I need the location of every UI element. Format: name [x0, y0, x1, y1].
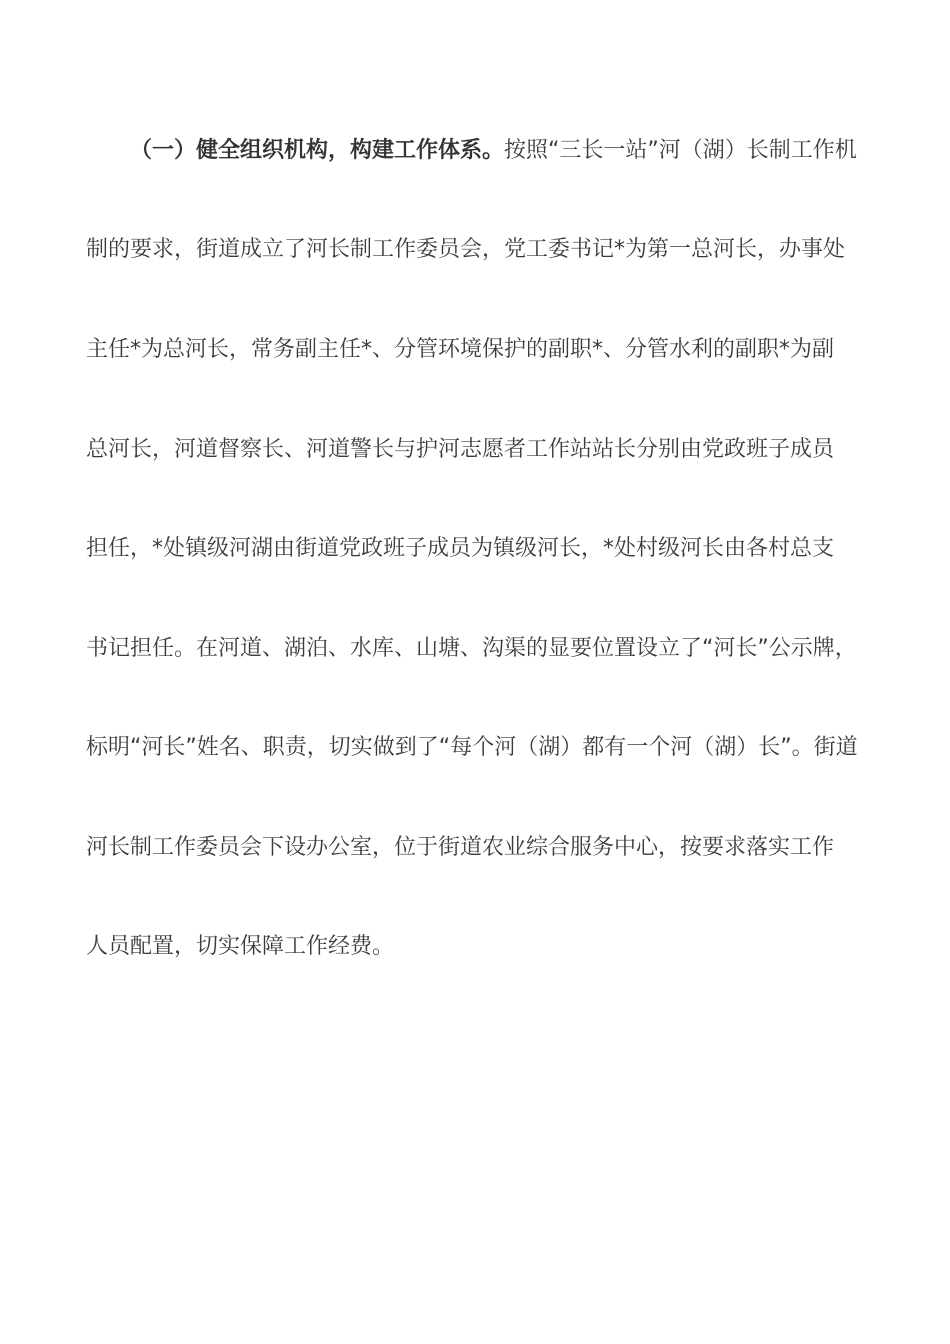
- paragraph-line-6: 书记担任。在河道、湖泊、水库、山塘、沟渠的显要位置设立了“河长”公示牌，: [86, 636, 857, 661]
- line-text-1: 按照“三长一站”河（湖）长制工作机: [504, 138, 857, 163]
- section-heading: （一）健全组织机构，构建工作体系。: [130, 138, 505, 163]
- paragraph-line-1: [130, 131, 876, 171]
- paragraph-line-3: 主任*为总河长，常务副主任*、分管环境保护的副职*、分管水利的副职*为副: [86, 337, 835, 362]
- paragraph-line-2: 制的要求，街道成立了河长制工作委员会，党工委书记*为第一总河长，办事处: [86, 237, 846, 262]
- paragraph-line-5: 担任，*处镇级河湖由街道党政班子成员为镇级河长，*处村级河长由各村总支: [86, 536, 835, 561]
- paragraph-line-8: 河长制工作委员会下设办公室，位于街道农业综合服务中心，按要求落实工作: [86, 835, 835, 860]
- paragraph-line-4: 总河长，河道督察长、河道警长与护河志愿者工作站站长分别由党政班子成员: [86, 437, 835, 462]
- paragraph-line-9: 人员配置，切实保障工作经费。: [86, 934, 395, 959]
- paragraph-line-7: 标明“河长”姓名、职责，切实做到了“每个河（湖）都有一个河（湖）长”。街道: [86, 735, 858, 760]
